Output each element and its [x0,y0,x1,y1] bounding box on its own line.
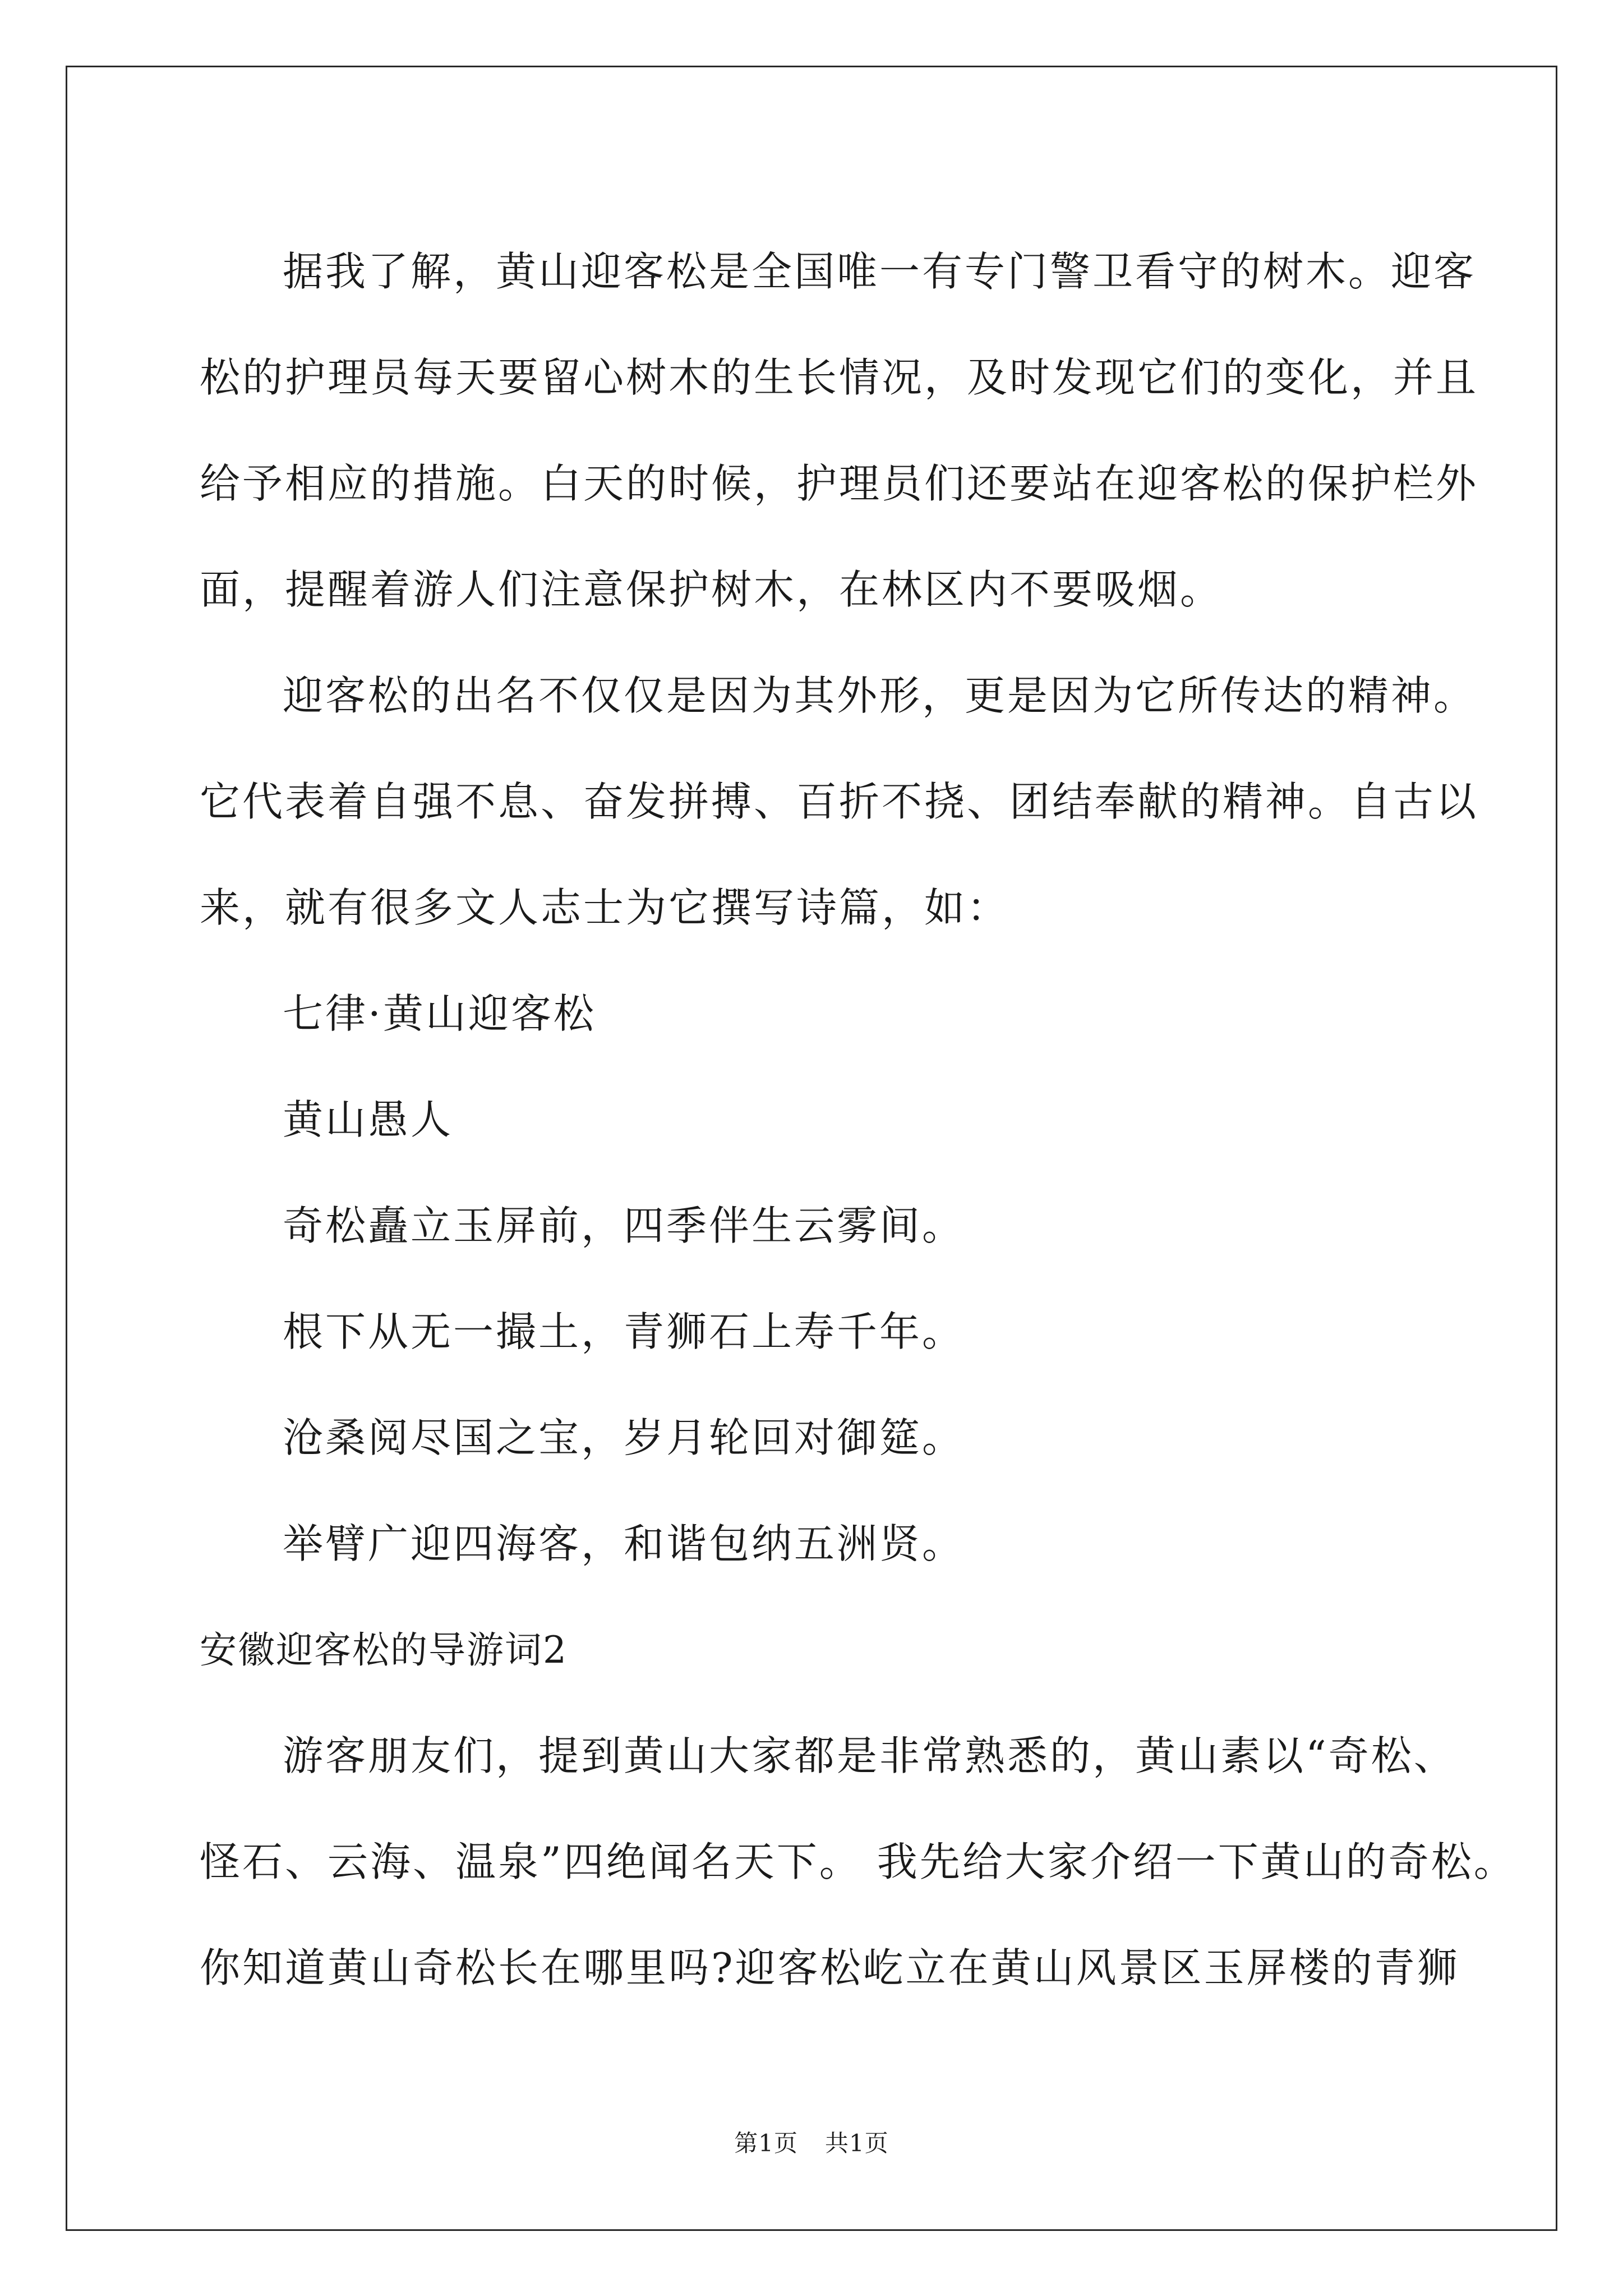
text-line: 面，提醒着游人们注意保护树木，在林区内不要吸烟。 [200,566,1223,613]
text-line: 迎客松的出名不仅仅是因为其外形，更是因为它所传达的精神。 [283,672,1477,719]
text-line: 你知道黄山奇松长在哪里吗?迎客松屹立在黄山风景区玉屏楼的青狮 [200,1944,1460,1991]
page-number: 第1页 [734,2129,798,2157]
text-line: 根下从无一撮土，青狮石上寿千年。 [283,1308,965,1355]
text-line: 来，就有很多文人志士为它撰写诗篇，如： [200,884,1010,931]
poem-line [200,1491,1422,1597]
poem-line [200,1279,1422,1385]
text-line: 给予相应的措施。白天的时候，护理员们还要站在迎客松的保护栏外 [200,460,1479,507]
poem-title [200,961,1422,1067]
poem-line [200,1385,1422,1491]
page-total: 共1页 [825,2129,889,2157]
text-line: 举臂广迎四海客，和谐包纳五洲贤。 [283,1520,965,1567]
text-line: 松的护理员每天要留心树木的生长情况，及时发现它们的变化，并且 [200,354,1479,401]
text-line: 奇松矗立玉屏前，四季伴生云雾间。 [283,1202,965,1249]
text-line: 它代表着自强不息、奋发拼搏、百折不挠、团结奉献的精神。自古以 [200,778,1479,825]
section-heading: 安徽迎客松的导游词2 [200,1628,568,1672]
text-line: 怪石、云海、温泉”四绝闻名天下。 我先给大家介绍一下黄山的奇松。 [200,1838,1516,1885]
text-line: 据我了解，黄山迎客松是全国唯一有专门警卫看守的树木。迎客 [283,248,1477,295]
paragraph [200,643,1479,961]
poem-line [200,1173,1422,1279]
page-footer [0,2125,1623,2159]
text-line: 黄山愚人 [283,1096,454,1143]
paragraph [200,1703,1516,2021]
document-body [200,219,1516,2021]
poem-author [200,1067,1422,1173]
text-line: 沧桑阅尽国之宝，岁月轮回对御筵。 [283,1414,965,1461]
paragraph [200,219,1479,643]
text-line: 七律·黄山迎客松 [283,990,596,1037]
text-line: 游客朋友们，提到黄山大家都是非常熟悉的，黄山素以“奇松、 [283,1732,1456,1779]
